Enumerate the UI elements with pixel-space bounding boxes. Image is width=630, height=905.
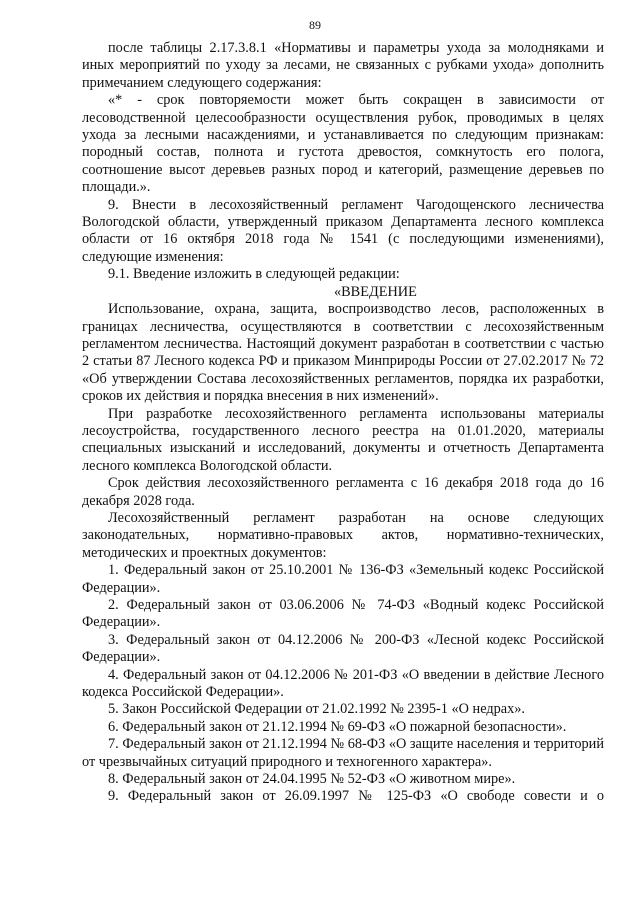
section-heading: «ВВЕДЕНИЕ bbox=[334, 283, 417, 300]
law-list-item: 5. Закон Российской Федерации от 21.02.1992 № 2395-1 «О недрах». bbox=[108, 701, 526, 718]
law-list-item: 7. Федеральный закон от 21.12.1994 № 68-ФЗ «О защите населения и территорий от чрезвычайных ситуаций природного и техногенного характера». bbox=[82, 736, 604, 770]
law-list-item: 4. Федеральный закон от 04.12.2006 № 201-ФЗ «О введении в действие Лесного кодекса Российской Федерации». bbox=[82, 666, 604, 701]
paragraph-table-note: после таблицы 2.17.3.8.1 «Нормативы и параметры ухода за молодняками и иных мероприятий по уходу за лесами, не связанных с рубками ухода» дополнить примечанием следующего содержания: bbox=[82, 40, 604, 91]
intro-paragraph-materials: При разработке лесохозяйственного регламента использованы материалы лесоустройства, государственного лесного реестра на 01.01.2020, материалы специальных изысканий и исследований, документы и отчетность Департамента лесного комплекса Вологодской области. bbox=[82, 405, 604, 474]
page-number: 89 bbox=[309, 18, 321, 32]
intro-paragraph-validity: Срок действия лесохозяйственного регламента с 16 декабря 2018 года до 16 декабря 2028 года. bbox=[82, 475, 604, 509]
law-list-item: 2. Федеральный закон от 03.06.2006 № 74-ФЗ «Водный кодекс Российской Федерации». bbox=[82, 597, 604, 631]
paragraph-item-9: 9. Внести в лесохозяйственный регламент Чагодощенского лесничества Вологодской области, утвержденный приказом Департамента лесного комплекса области от 16 октября 2018 года № 1541 (с последующими изменениями), следующие изменения: bbox=[82, 196, 604, 265]
law-list-item: 1. Федеральный закон от 25.10.2001 № 136-ФЗ «Земельный кодекс Российской Федерации». bbox=[82, 562, 604, 596]
paragraph-item-9-1: 9.1. Введение изложить в следующей редакции: bbox=[108, 266, 400, 283]
intro-paragraph-usage: Использование, охрана, защита, воспроизводство лесов, расположенных в границах лесничества, осуществляются в соответствии с лесохозяйственным регламентом лесничества. Настоящий документ разработан в соответствии с частью 2 статьи 87 Лесного кодекса РФ и приказом Минприроды России от 27.02.2017 № 72 «Об утверждении Состава лесохозяйственных регламентов, порядка их разработки, сроков их действия и порядка внесения в них изменений». bbox=[82, 301, 604, 405]
law-list-item: 8. Федеральный закон от 24.04.1995 № 52-ФЗ «О животном мире». bbox=[108, 771, 516, 788]
law-list-item: 3. Федеральный закон от 04.12.2006 № 200-ФЗ «Лесной кодекс Российской Федерации». bbox=[82, 631, 604, 666]
intro-paragraph-basis: Лесохозяйственный регламент разработан на основе следующих законодательных, нормативно-правовых актов, нормативно-технических, методических и проектных документов: bbox=[82, 509, 604, 561]
law-list-item: 9. Федеральный закон от 26.09.1997 № 125-ФЗ «О свободе совести и о bbox=[108, 788, 604, 805]
law-list-item: 6. Федеральный закон от 21.12.1994 № 69-ФЗ «О пожарной безопасности». bbox=[108, 718, 567, 735]
paragraph-footnote-text: «* - срок повторяемости может быть сокращен в зависимости от лесоводственной целесообразности осуществления рубок, проводимых в целях ухода за лесными насаждениями, и устанавливается по следующим признакам: породный состав, полнота и густота древостоя, сомкнутость его полога, соотношение высот деревьев разных пород и категорий, размещение деревьев по площади.». bbox=[82, 92, 604, 196]
document-body bbox=[82, 40, 604, 806]
